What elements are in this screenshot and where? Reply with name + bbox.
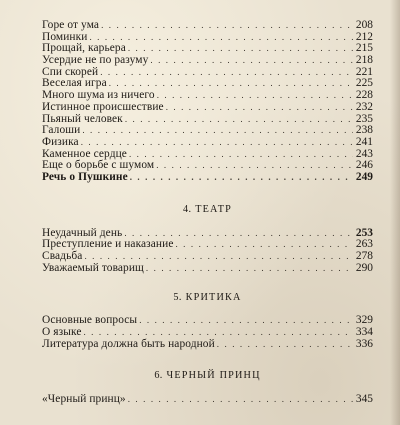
toc-entry-title: Неудачный день xyxy=(42,226,123,239)
toc-entry-title: Усердие не по разуму xyxy=(42,54,149,67)
toc-entry-page: 221 xyxy=(355,65,373,78)
toc-entry-page: 336 xyxy=(355,337,373,350)
leader-dots xyxy=(156,160,353,172)
toc-entry-page: 225 xyxy=(355,77,373,90)
leader-dots xyxy=(150,55,353,67)
toc-entry-page: 235 xyxy=(355,112,373,125)
toc-entry xyxy=(42,394,373,406)
leader-dots xyxy=(101,20,353,32)
toc-entry-page: 215 xyxy=(355,42,373,55)
toc-entry-title: «Черный принц» xyxy=(42,393,126,406)
section-title: КРИТИКА xyxy=(185,292,242,304)
leader-dots xyxy=(125,114,353,126)
toc-entry-title: Речь о Пушкине xyxy=(42,170,128,183)
leader-dots xyxy=(130,172,353,184)
toc-entry-page: 232 xyxy=(355,100,373,113)
section-number: 6. xyxy=(154,370,163,382)
toc-entry xyxy=(42,251,373,263)
section-number: 5. xyxy=(173,292,182,304)
leader-dots xyxy=(81,137,353,149)
section-heading-teatr xyxy=(42,203,373,217)
toc-entry-page: 263 xyxy=(355,238,373,251)
toc-entry-page: 228 xyxy=(355,89,373,102)
leader-dots xyxy=(128,394,353,406)
toc-entry-title: Литература должна быть народной xyxy=(42,337,215,350)
toc-entry xyxy=(42,137,373,149)
toc-entry-title: Пьяный человек xyxy=(42,112,123,125)
section-heading-kritika xyxy=(42,291,373,305)
leader-dots xyxy=(128,43,353,55)
toc-entry-page: 212 xyxy=(355,30,373,43)
leader-dots xyxy=(84,251,353,263)
toc-list-kritika xyxy=(42,315,400,350)
toc-entry-page: 246 xyxy=(355,159,373,172)
toc-entry xyxy=(42,339,373,351)
toc-list-cherny-prints xyxy=(42,394,400,406)
toc-entry-title: Веселая игра xyxy=(42,77,107,90)
toc-entry-title: Каменное сердце xyxy=(42,147,127,160)
toc-entry-title: О языке xyxy=(42,326,82,339)
toc-entry-title: Много шума из ничего xyxy=(42,89,155,102)
toc-entry-page: 249 xyxy=(355,170,373,183)
toc-entry-title: Преступление и наказание xyxy=(42,238,174,251)
toc-entry xyxy=(42,102,373,114)
toc-entry xyxy=(42,315,373,327)
toc-entry xyxy=(42,239,373,251)
section-title: ТЕАТР xyxy=(195,203,232,215)
leader-dots xyxy=(83,327,353,339)
leader-dots xyxy=(139,315,353,327)
toc-entry xyxy=(42,172,373,184)
section-title: ЧЕРНЫЙ ПРИНЦ xyxy=(166,370,261,382)
toc-entry xyxy=(42,125,373,137)
toc-entry xyxy=(42,55,373,67)
toc-entry-page: 243 xyxy=(355,147,373,160)
leader-dots xyxy=(129,149,353,161)
leader-dots xyxy=(100,67,353,79)
toc-entry-page: 208 xyxy=(355,19,373,31)
leader-dots xyxy=(166,102,353,114)
toc-entry-title: Спи скорей xyxy=(42,65,99,78)
leader-dots xyxy=(89,32,353,44)
toc-entry xyxy=(42,263,373,275)
toc-entry-page: 253 xyxy=(355,226,373,239)
toc-entry-title: Физика xyxy=(42,135,79,148)
leader-dots xyxy=(146,263,353,275)
toc-entry-title: Еще о борьбе с шумом xyxy=(42,159,155,172)
section-heading-cherny-prints xyxy=(42,369,373,383)
toc-entry-page: 218 xyxy=(355,54,373,67)
toc-list-continued xyxy=(42,20,400,184)
toc-list-teatr xyxy=(42,228,400,275)
toc-entry-title: Основные вопросы xyxy=(42,314,138,327)
toc-entry xyxy=(42,114,373,126)
toc-entry xyxy=(42,327,373,339)
leader-dots xyxy=(217,339,353,351)
toc-entry-page: 334 xyxy=(355,326,373,339)
toc-entry xyxy=(42,20,373,32)
leader-dots xyxy=(157,90,353,102)
toc-entry-page: 329 xyxy=(355,314,373,327)
toc-entry-page: 238 xyxy=(355,124,373,137)
toc-entry-title: Галоши xyxy=(42,124,81,137)
toc-entry-page: 290 xyxy=(355,261,373,274)
toc-entry-title: Истинное происшествие xyxy=(42,100,164,113)
toc-entry-page: 241 xyxy=(355,135,373,148)
leader-dots xyxy=(82,125,353,137)
toc-entry-title: Горе от ума xyxy=(42,19,100,31)
page-edge-shadow xyxy=(390,0,400,425)
toc-entry-title: Поминки xyxy=(42,30,88,43)
toc-entry-page: 345 xyxy=(355,393,373,406)
section-number: 4. xyxy=(183,203,192,215)
toc-entry-title: Свадьба xyxy=(42,250,83,262)
toc-entry-title: Прощай, карьера xyxy=(42,42,126,55)
toc-entry-title: Уважаемый товарищ xyxy=(42,261,144,274)
leader-dots xyxy=(175,239,353,251)
toc-entry-page: 278 xyxy=(355,250,373,262)
